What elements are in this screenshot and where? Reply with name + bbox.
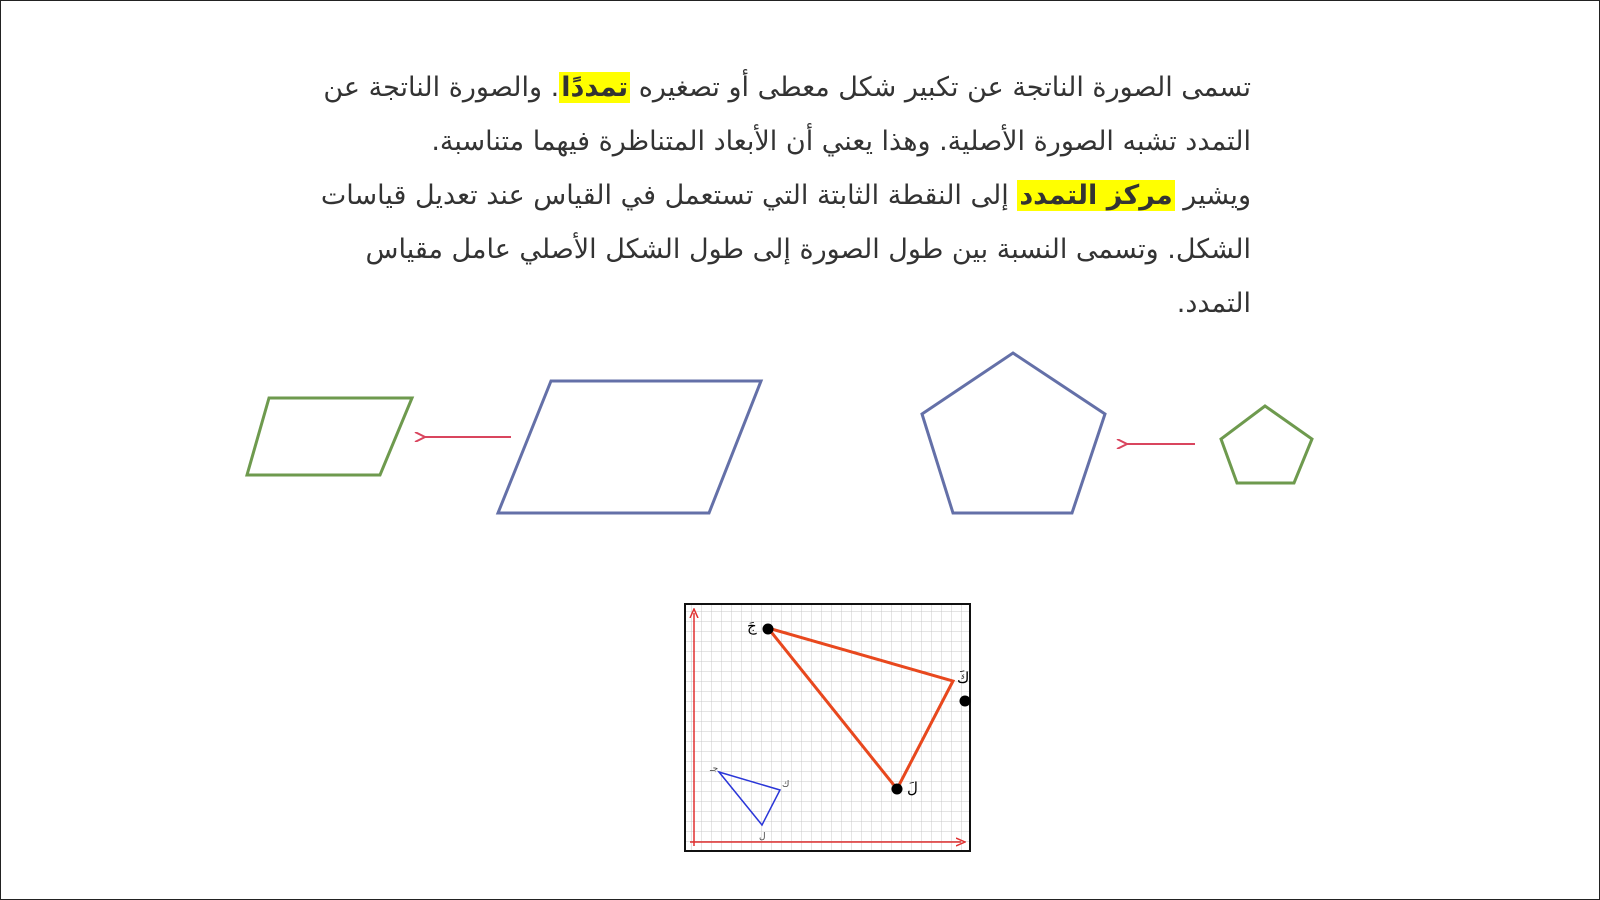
- large-pentagon: [922, 353, 1105, 513]
- label-image-j: جَ: [747, 617, 757, 635]
- label-image-k: كَ: [957, 669, 970, 687]
- paragraph-dilation-part1: تسمى الصورة الناتجة عن تكبير شكل معطى أو تصغيره: [630, 72, 1251, 103]
- small-pentagon: [1221, 406, 1312, 483]
- paragraph-dilation-part2: . والصورة الناتجة عن التمدد تشبه الصورة الأصلية. وهذا يعني أن الأبعاد المتناظرة فيهما متناسبة.: [323, 72, 1251, 157]
- label-original-k: ك: [782, 780, 790, 790]
- term-center-of-dilation: مركز التمدد: [1019, 180, 1173, 211]
- point-image-l: [892, 784, 903, 795]
- small-parallelogram: [247, 398, 412, 475]
- figures-canvas: [1, 1, 1599, 899]
- label-original-l: ل: [759, 832, 766, 842]
- label-original-j: جـ: [710, 764, 719, 774]
- point-image-j: [763, 624, 774, 635]
- label-image-l: لَ: [907, 779, 918, 797]
- paragraph-center-part1: ويشير: [1174, 180, 1251, 211]
- term-dilation: تمددًا: [561, 72, 629, 103]
- paragraph-center-part2: إلى النقطة الثابتة التي تستعمل في القياس عند تعديل قياسات الشكل. وتسمى النسبة بين طول الصورة إلى طول الشكل الأصلي عامل مقياس التمدد.: [320, 180, 1251, 319]
- large-parallelogram: [498, 381, 761, 513]
- point-image-k: [960, 696, 971, 707]
- grid-figure: [685, 604, 971, 851]
